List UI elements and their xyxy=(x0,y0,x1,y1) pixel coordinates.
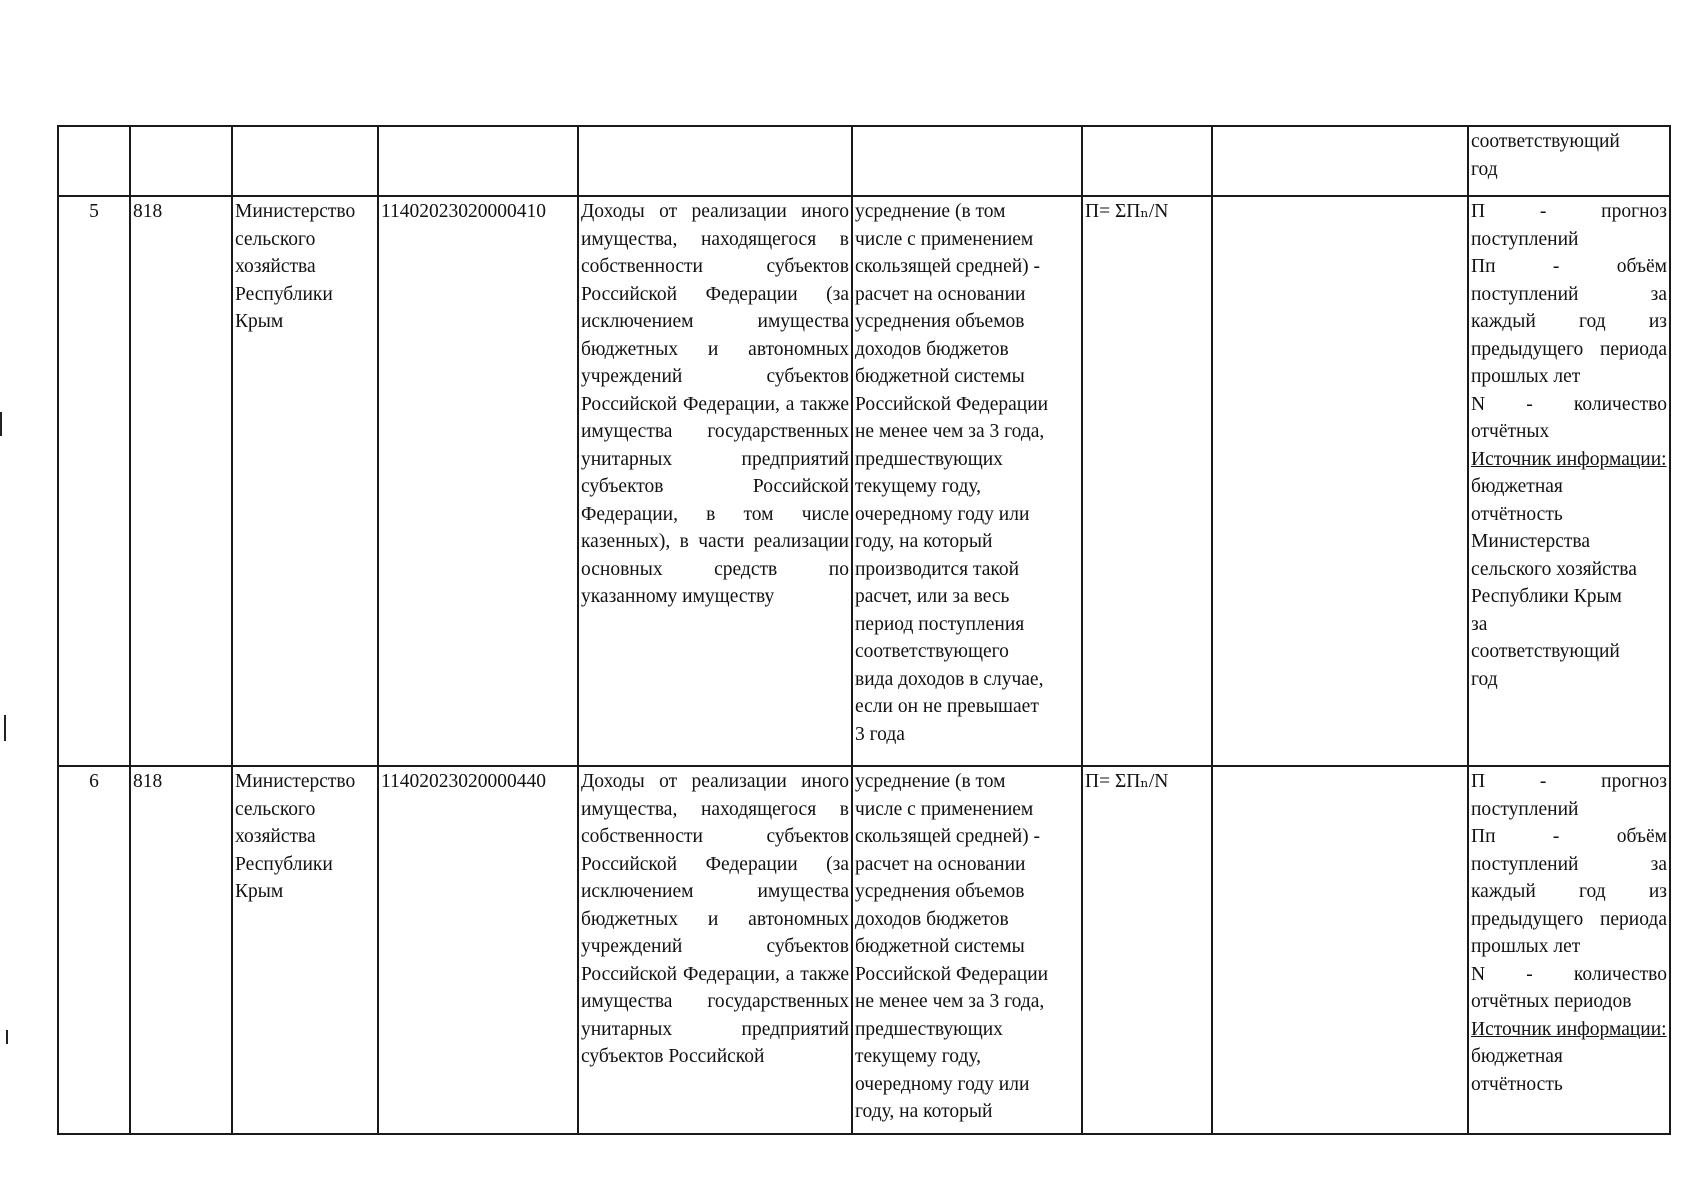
cell-ministry xyxy=(232,126,378,196)
row-empty-cell xyxy=(1212,196,1468,766)
row-code: 818 xyxy=(130,766,232,1134)
row-number: 5 xyxy=(58,196,130,766)
legend-source-text: бюджетная отчётность xyxy=(1471,1046,1563,1095)
cell-num xyxy=(58,126,130,196)
row-income-description: Доходы от реализации иного имущества, находящегося в собственности субъектов Российской Федерации (за исключением имущества бюджетных и автономных учреждений субъектов Российской Федерации, а также имущества государственных унитарных предприятий субъектов Российской Федерации, в том числе казенных), в части реализации основных средств по указанному имуществу xyxy=(578,196,852,766)
row-code: 818 xyxy=(130,196,232,766)
cell-kbk xyxy=(378,126,578,196)
row-legend xyxy=(1468,196,1670,766)
row-formula: П= ΣПₙ/N xyxy=(1082,766,1212,1134)
scan-mark xyxy=(4,715,6,741)
revenue-forecast-table xyxy=(57,125,1671,1135)
cell-income xyxy=(578,126,852,196)
cell-legend xyxy=(1468,126,1670,196)
row-legend xyxy=(1468,766,1670,1134)
row-calc-method: усреднение (в том числе с применением скользящей средней) - расчет на основании усреднения объемов доходов бюджетов бюджетной системы Российской Федерации не менее чем за 3 года, предшествующих текущему году, очередному году или году, на который xyxy=(852,766,1082,1134)
row-income-description: Доходы от реализации иного имущества, находящегося в собственности субъектов Российской Федерации (за исключением имущества бюджетных и автономных учреждений субъектов Российской Федерации, а также имущества государственных унитарных предприятий субъектов Российской xyxy=(578,766,852,1134)
cell-empty xyxy=(1212,126,1468,196)
row-kbk: 11402023020000410 xyxy=(378,196,578,766)
row-calc-method: усреднение (в том числе с применением скользящей средней) - расчет на основании усреднения объемов доходов бюджетов бюджетной системы Российской Федерации не менее чем за 3 года, предшествующих текущему году, очередному году или году, на который производится такой расчет, или за весь период поступления соответствующего вида доходов в случае, если он не превышает 3 года xyxy=(852,196,1082,766)
legend-source-label: Источник информации: xyxy=(1471,1018,1667,1040)
cell-code xyxy=(130,126,232,196)
row-empty-cell xyxy=(1212,766,1468,1134)
legend-count: N - количество отчётных xyxy=(1471,393,1667,442)
scan-mark xyxy=(0,412,2,436)
row-ministry: Министерство сельского хозяйства Республики Крым xyxy=(232,766,378,1134)
legend-volume: Пп - объём поступлений за каждый год из предыдущего периода прошлых лет xyxy=(1471,826,1667,957)
legend-count: N - количество отчётных периодов xyxy=(1471,963,1667,1012)
legend-tail-text: соответствующий год xyxy=(1471,131,1620,180)
row-ministry: Министерство сельского хозяйства Республики Крым xyxy=(232,196,378,766)
legend-volume: Пп - объём поступлений за каждый год из предыдущего периода прошлых лет xyxy=(1471,256,1667,387)
row-kbk: 11402023020000440 xyxy=(378,766,578,1134)
row-formula: П= ΣПₙ/N xyxy=(1082,196,1212,766)
cell-formula xyxy=(1082,126,1212,196)
legend-forecast: П - прогноз поступлений xyxy=(1471,771,1667,820)
table-row-continuation xyxy=(58,126,1670,196)
table-row xyxy=(58,766,1670,1134)
legend-forecast: П - прогноз поступлений xyxy=(1471,201,1667,250)
table-row xyxy=(58,196,1670,766)
scan-mark xyxy=(6,1030,8,1044)
row-number: 6 xyxy=(58,766,130,1134)
cell-method xyxy=(852,126,1082,196)
legend-source-label: Источник информации: xyxy=(1471,448,1667,470)
legend-source-text: бюджетная отчётность Министерства сельского хозяйства Республики Крым за соответствующий год xyxy=(1471,476,1637,690)
